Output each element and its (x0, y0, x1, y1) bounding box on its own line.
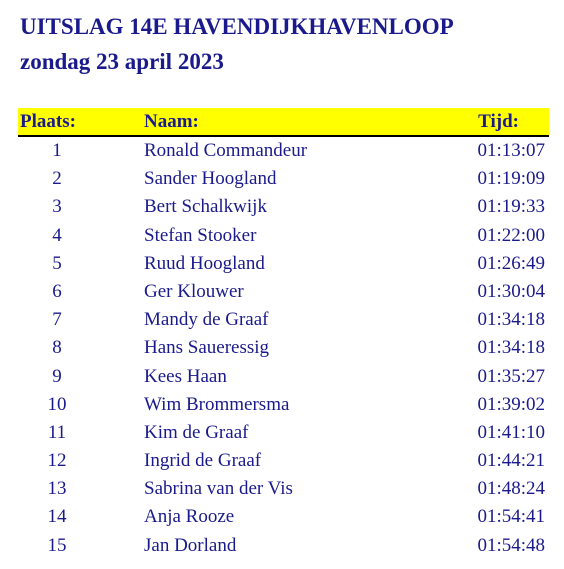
row-place: 10 (47, 393, 67, 415)
page-subtitle: zondag 23 april 2023 (20, 49, 224, 74)
row-name: Jan Dorland (144, 534, 237, 556)
table-row (18, 250, 549, 278)
row-place: 7 (52, 309, 62, 331)
row-place: 12 (47, 450, 67, 472)
row-name: Ruud Hoogland (144, 252, 265, 274)
row-time: 01:54:41 (477, 506, 545, 528)
row-place: 1 (52, 140, 62, 161)
table-header (18, 108, 549, 137)
table-body (18, 137, 549, 560)
row-time: 01:22:00 (477, 224, 545, 246)
row-time: 01:39:02 (477, 393, 545, 415)
row-name: Wim Brommersma (144, 393, 290, 415)
row-time: 01:44:21 (477, 450, 545, 472)
row-time: 01:19:09 (477, 168, 545, 190)
table-row (18, 165, 549, 193)
row-name: Anja Rooze (144, 506, 235, 528)
row-name: Ger Klouwer (144, 280, 244, 302)
table-row (18, 334, 549, 362)
table-row (18, 363, 549, 391)
row-time: 01:26:49 (477, 252, 545, 274)
row-time: 01:13:07 (477, 140, 545, 161)
row-name: Sabrina van der Vis (144, 478, 293, 500)
row-time: 01:54:48 (477, 534, 545, 556)
row-place: 4 (52, 224, 62, 246)
header-name: Naam: (144, 111, 199, 132)
table-row (18, 137, 549, 165)
table-row (18, 532, 549, 560)
row-time: 01:34:18 (477, 337, 545, 359)
results-table (18, 108, 549, 560)
table-row (18, 503, 549, 531)
row-name: Stefan Stooker (144, 224, 257, 246)
row-name: Hans Saueressig (144, 337, 270, 359)
row-place: 11 (47, 421, 67, 443)
row-time: 01:35:27 (477, 365, 545, 387)
table-row (18, 193, 549, 221)
table-row (18, 475, 549, 503)
table-row (18, 222, 549, 250)
table-row (18, 419, 549, 447)
row-place: 13 (47, 478, 67, 500)
row-time: 01:19:33 (477, 196, 545, 218)
row-time: 01:30:04 (477, 280, 545, 302)
row-name: Ingrid de Graaf (144, 450, 262, 472)
row-place: 14 (47, 506, 67, 528)
row-name: Ronald Commandeur (144, 140, 308, 161)
row-place: 5 (52, 252, 62, 274)
row-name: Sander Hoogland (144, 168, 277, 190)
row-name: Kim de Graaf (144, 421, 249, 443)
row-time: 01:34:18 (477, 309, 545, 331)
row-name: Mandy de Graaf (144, 309, 269, 331)
table-row (18, 278, 549, 306)
row-place: 6 (52, 280, 62, 302)
row-place: 15 (47, 534, 67, 556)
row-name: Bert Schalkwijk (144, 196, 267, 218)
table-row (18, 447, 549, 475)
row-place: 3 (52, 196, 62, 218)
table-row (18, 306, 549, 334)
row-time: 01:41:10 (477, 421, 545, 443)
table-row (18, 391, 549, 419)
row-place: 9 (52, 365, 62, 387)
page-title: UITSLAG 14E HAVENDIJKHAVENLOOP (20, 14, 454, 39)
row-place: 8 (52, 337, 62, 359)
row-place: 2 (52, 168, 62, 190)
row-time: 01:48:24 (477, 478, 545, 500)
header-time: Tijd: (478, 111, 519, 132)
row-name: Kees Haan (144, 365, 227, 387)
header-place: Plaats: (20, 111, 76, 132)
